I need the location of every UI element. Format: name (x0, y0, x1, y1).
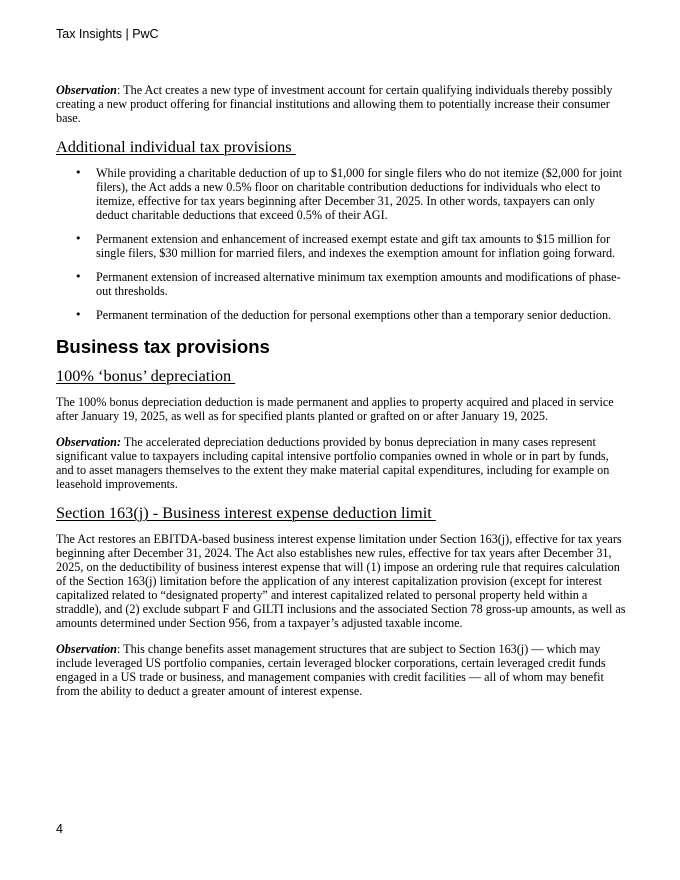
individual-provisions-heading: Additional individual tax provisions (56, 137, 296, 156)
list-item (56, 166, 628, 222)
business-provisions-heading: Business tax provisions (56, 336, 270, 357)
list-item-text: Permanent termination of the deduction for personal exemptions other than a temporary senior deduction. (96, 308, 612, 322)
interest-limit-paragraph: The Act restores an EBITDA-based business interest expense limitation under Section 163(j), effective for tax years beginning after December 31, 2024. The Act also establishes new rules, effective for tax years after December 31, 2025, on the deductibility of business interest expense that will (1) impose an ordering rule that requires calculation of the Section 163(j) limitation before the application of any interest capitalization provision (except for interest capitalized related to “designated property” and interest capitalized related to personal property held within a straddle), and (2) exclude subpart F and GILTI inclusions and the associated Section 78 gross-up amounts, as well as amounts determined under Section 956, from a taxpayer’s adjusted taxable income. (56, 532, 626, 630)
observation-label: Observation (56, 642, 117, 656)
observation-text: The accelerated depreciation deductions provided by bonus depreciation in many cases represent significant value to taxpayers including capital intensive portfolio companies owned in whole or in part by funds, and to asset managers themselves to the extent they make material capital expenditures, including for example on leasehold improvements. (56, 435, 610, 491)
bullet-icon: • (75, 166, 82, 179)
list-item-text: Permanent extension of increased alternative minimum tax exemption amounts and modifications of phase-out thresholds. (96, 270, 621, 298)
list-item-text: While providing a charitable deduction of up to $1,000 for single filers who do not itemize ($2,000 for joint filers), the Act adds a new 0.5% floor on charitable contribution deductions for individuals who elect to itemize, effective for tax years beginning after December 31, 2025. In other words, taxpayers can only deduct charitable deductions that exceed 0.5% of their AGI. (96, 166, 622, 222)
list-item (56, 270, 628, 298)
observation-label: Observation (56, 83, 117, 97)
page-content (56, 83, 628, 710)
list-item (56, 232, 628, 260)
bullet-icon: • (75, 270, 82, 283)
observation-bonus-depreciation (56, 435, 628, 491)
observation-investment-account (56, 83, 628, 125)
interest-limit-heading: Section 163(j) - Business interest expense deduction limit (56, 503, 436, 522)
observation-text: : The Act creates a new type of investment account for certain qualifying individuals thereby possibly creating a new product offering for financial institutions and allowing them to potentially increase their consumer base. (56, 83, 613, 125)
bonus-depreciation-paragraph: The 100% bonus depreciation deduction is made permanent and applies to property acquired and placed in service after January 19, 2025, as well as for specified plants planted or grafted on or after January 19, 2025. (56, 395, 614, 423)
observation-label: Observation: (56, 435, 121, 449)
page-number: 4 (56, 822, 63, 836)
bullet-icon: • (75, 232, 82, 245)
individual-provisions-list (56, 166, 628, 322)
page-header: Tax Insights | PwC (56, 27, 159, 41)
observation-text: : This change benefits asset management structures that are subject to Section 163(j) — which may include leveraged US portfolio companies, certain leveraged blocker corporations, certain leveraged credit funds engaged in a US trade or business, and management companies with credit facilities — all of whom may benefit from the ability to deduct a greater amount of interest expense. (56, 642, 606, 698)
list-item-text: Permanent extension and enhancement of increased exempt estate and gift tax amounts to $15 million for single filers, $30 million for married filers, and indexes the exemption amount for inflation going forward. (96, 232, 616, 260)
list-item (56, 308, 628, 322)
observation-interest-limit (56, 642, 628, 698)
bonus-depreciation-heading: 100% ‘bonus’ depreciation (56, 366, 236, 385)
bullet-icon: • (75, 308, 82, 321)
